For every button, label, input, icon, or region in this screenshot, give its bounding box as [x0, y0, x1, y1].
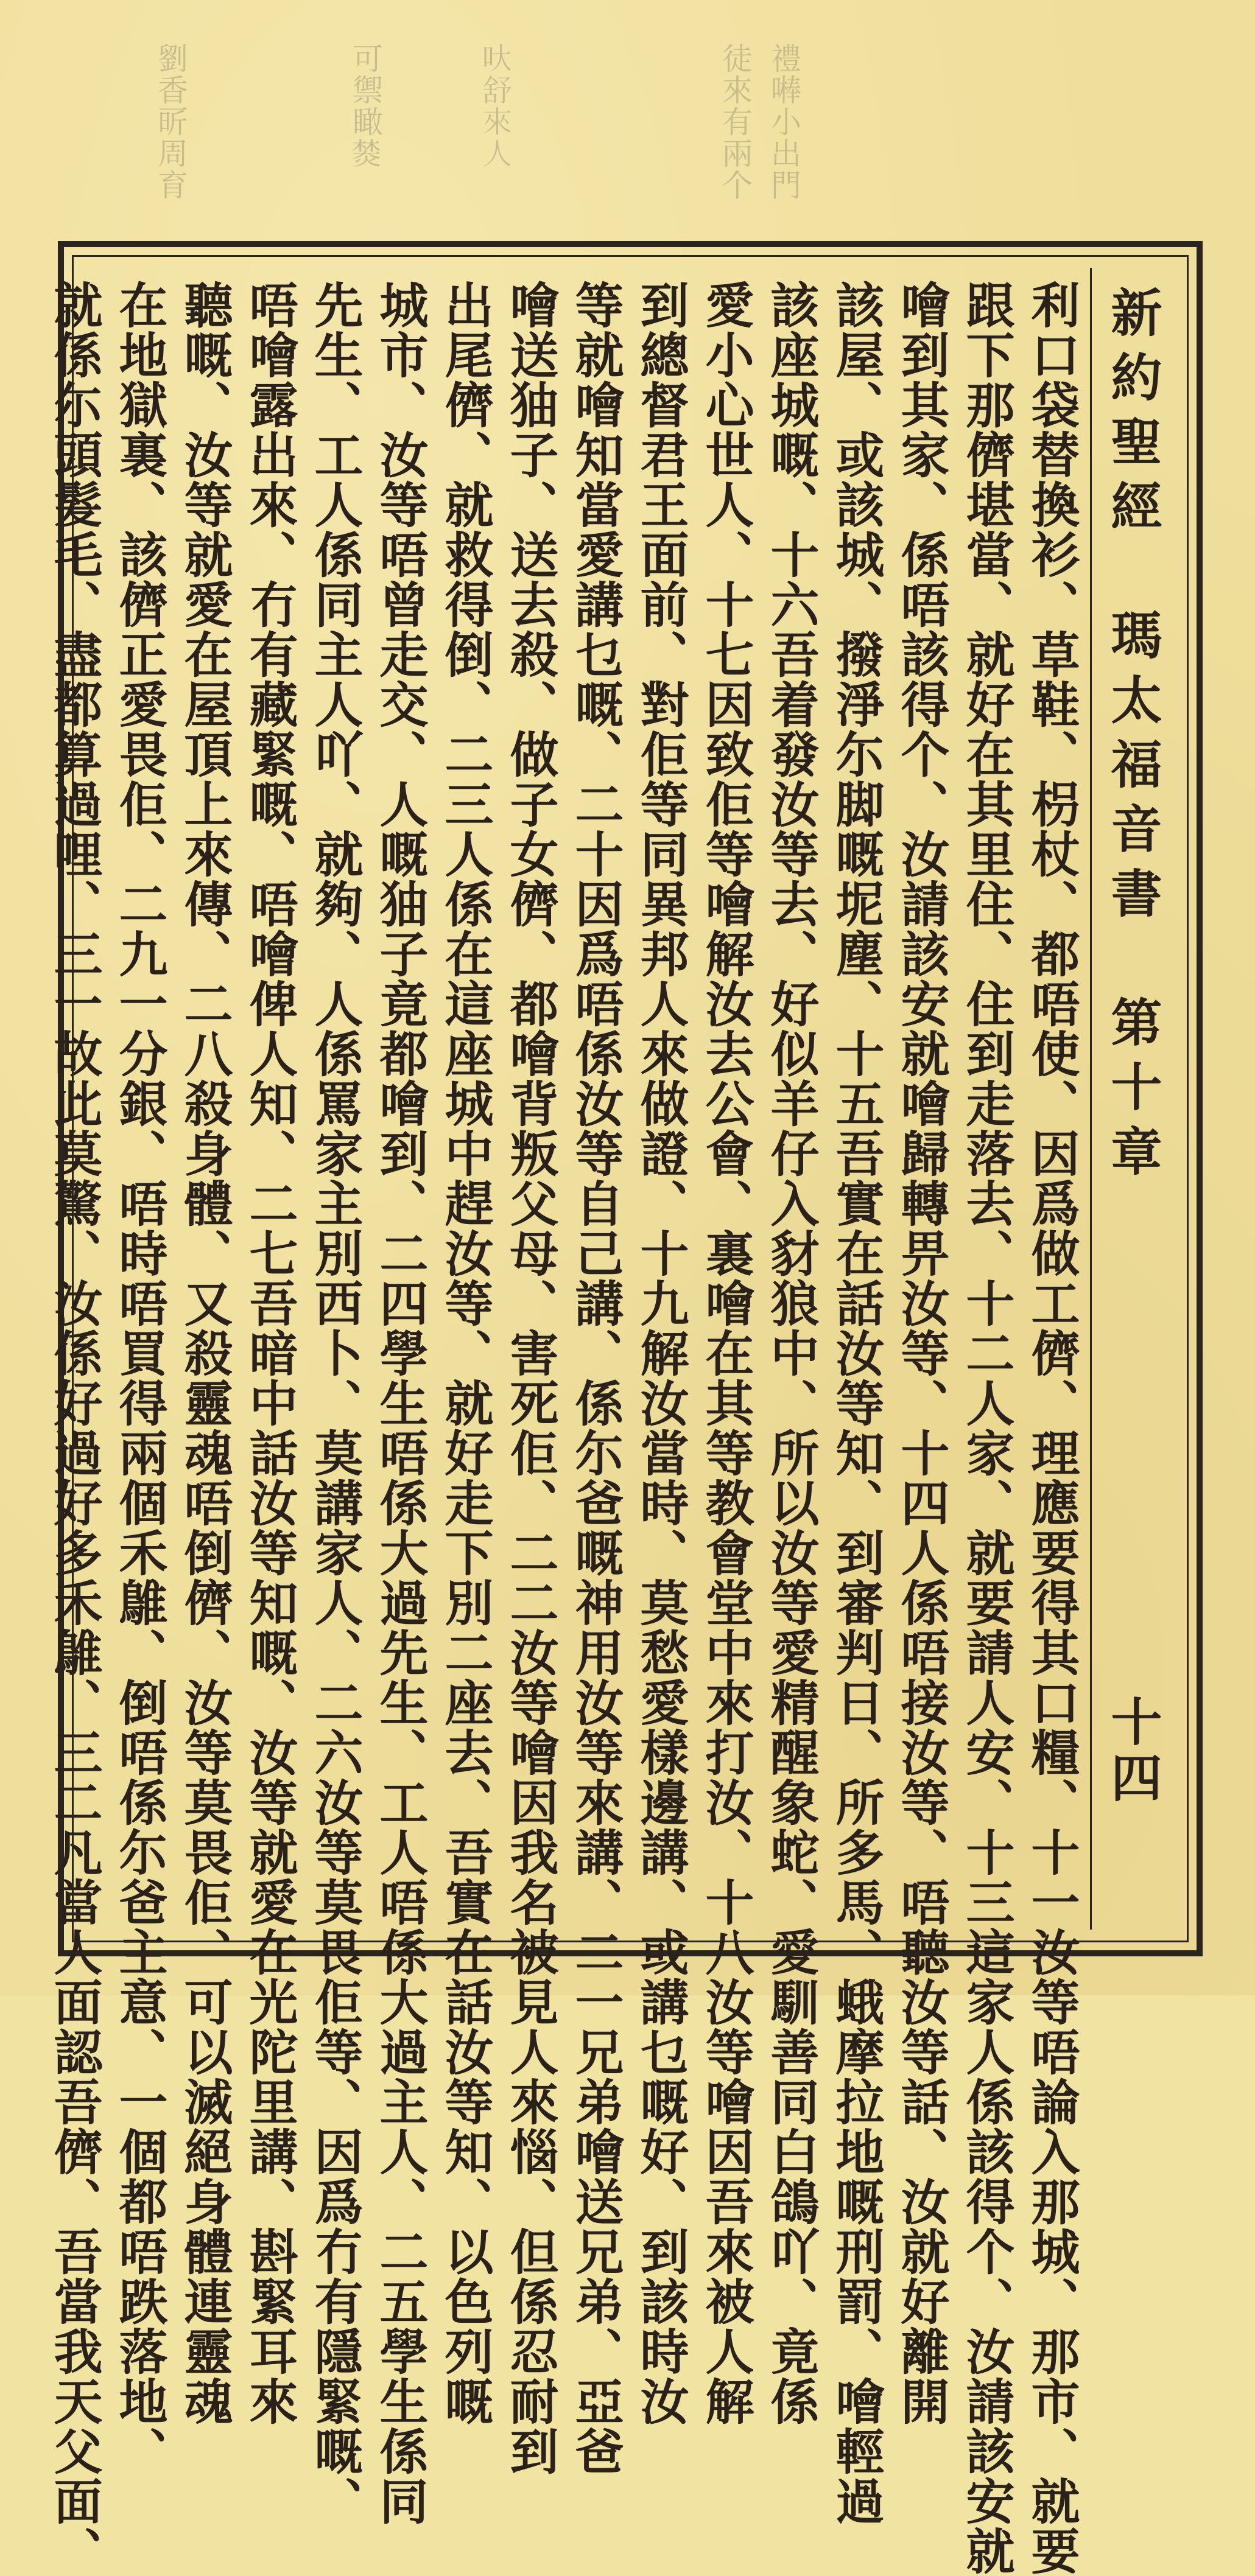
text-column: 聽嘅、汝等就愛在屋頂上來傳、二八殺身體、又殺靈魂唔倒儕、汝等莫畏佢、可以滅絕身體連靈魂 — [176, 280, 233, 2426]
text-column: 利口袋替換衫、草鞋、枴杖、都唔使、因爲做工儕、理應要得其口糧、十一汝等唔論入那城、那市、就要 — [1023, 280, 1080, 2576]
running-title: 新約聖經 瑪太福音書 第十章 — [1103, 286, 1163, 1189]
text-column: 城市、汝等唔曾走交、人嘅㹨子竟都噲到、二四學生唔係大過先生、工人唔係大過主人、二五學生係同 — [371, 280, 429, 2526]
text-column: 噲到其家、係唔該得个、汝請該安就噲歸轉畀汝等、十四人係唔接汝等、唔聽汝等話、汝就好離開 — [893, 280, 950, 2426]
text-column: 噲送㹨子、送去殺、做子女儕、都噲背叛父母、害死佢、二二汝等噲因我名被見人來惱、但係忍耐到 — [502, 280, 559, 2476]
text-column: 就係尓頭髮毛、盡都算過哩、三一故此莫驚、汝係好過好多禾鵻、三二凡當人面認吾儕、吾當我天父面、 — [46, 280, 103, 2576]
bleed-through-text: 徒來有兩个 — [717, 43, 753, 201]
scripture-body — [46, 280, 1084, 2576]
bleed-through-text: 𠯈舒來人 — [479, 43, 514, 169]
text-column: 在地獄裏、該儕正愛畏佢、二九一分銀、唔時唔買得兩個禾鵻、倒唔係尓爸主意、一個都唔跌落地、 — [111, 280, 168, 2476]
text-column: 該屋、或該城、撥淨尓脚嘅坭塵、十五吾實在話汝等知、到審判日、所多馬、蛾摩拉地嘅刑罰、噲輕過 — [828, 280, 885, 2526]
text-column: 唔噲露出來、冇有藏緊嘅、唔噲俾人知、二七吾暗中話汝等知嘅、汝等就愛在光陀里講、斟緊耳來 — [241, 280, 298, 2426]
text-column: 該座城嘅、十六吾着發汝等去、好似羊仔入豺狼中、所以汝等愛精醒象蛇、愛馴善同白鴿吖、竟係 — [762, 280, 820, 2426]
text-column: 跟下那儕堪當、就好在其里住、住到走落去、十二人家、就要請人安、十三這家人係該得个、汝請該安就 — [958, 280, 1015, 2576]
page-number: 十四 — [1103, 1695, 1163, 1807]
text-column: 先生、工人係同主人吖、就夠、人係罵家主別西卜、莫講家人、二六汝等莫畏佢等、因爲冇有隱緊嘅、 — [306, 280, 364, 2526]
text-column: 愛小心世人、十七因致佢等噲解汝去公會、裏噲在其等教會堂中來打汝、十八汝等噲因吾來被人解 — [697, 280, 754, 2426]
bleed-through-text: 劉香㪽周育 — [153, 43, 188, 201]
text-column: 等就噲知當愛講乜嘅、二十因爲唔係汝等自己講、係尓爸嘅神用汝等來講、二一兄弟噲送兄弟、亞爸 — [567, 280, 624, 2476]
text-column: 到總督君王面前、對佢等同異邦人來做證、十九解汝當時、莫愁愛樣邊講、或講乜嘅好、到該時汝 — [632, 280, 689, 2426]
text-column: 出尾儕、就救得倒、二三人係在這座城中趕汝等、就好走下別二座去、吾實在話汝等知、以色列嘅 — [437, 280, 494, 2426]
bleed-through-text: 禮𠾴小出門 — [766, 43, 801, 201]
bleed-through-text: 可禦瞰𤍾 — [348, 43, 383, 169]
